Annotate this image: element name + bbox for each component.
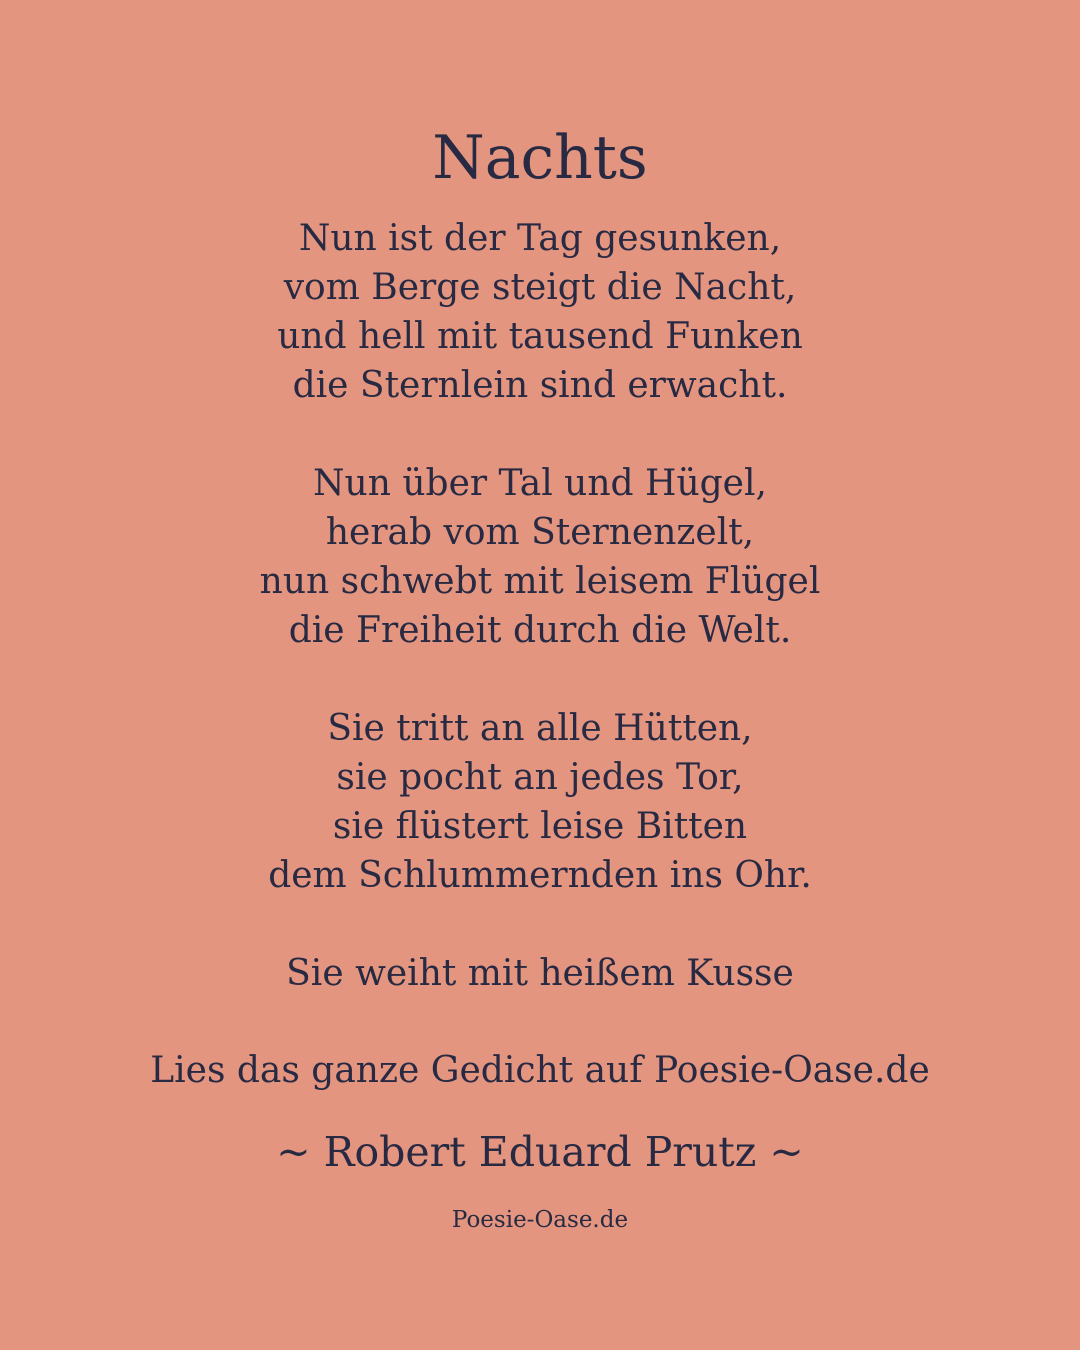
poem-title: Nachts	[432, 123, 648, 193]
stanza-3	[0, 704, 1080, 900]
poem-line: Sie weiht mit heißem Kusse	[286, 953, 794, 994]
poem-line: und hell mit tausend Funken	[277, 316, 803, 357]
poem-line: Nun über Tal und Hügel,	[313, 463, 767, 504]
stanza-4	[0, 949, 1080, 998]
site-watermark: Poesie-Oase.de	[451, 1207, 629, 1233]
stanza-2	[0, 459, 1080, 655]
poem-line: sie flüstert leise Bitten	[332, 806, 748, 847]
poem-line: Sie tritt an alle Hütten,	[327, 708, 753, 749]
poem-body	[0, 214, 1080, 1047]
poem-line: dem Schlummernden ins Ohr.	[268, 855, 812, 896]
author-name: ~ Robert Eduard Prutz ~	[276, 1128, 804, 1176]
read-full-poem-text: Lies das ganze Gedicht auf Poesie-Oase.de	[150, 1050, 930, 1091]
poem-line: herab vom Sternenzelt,	[325, 512, 755, 553]
poem-line: Nun ist der Tag gesunken,	[298, 218, 782, 259]
poem-line: die Freiheit durch die Welt.	[288, 610, 792, 651]
poem-line: nun schwebt mit leisem Flügel	[259, 561, 821, 602]
stanza-1	[0, 214, 1080, 410]
poem-line: sie pocht an jedes Tor,	[336, 757, 744, 798]
poem-line: die Sternlein sind erwacht.	[292, 365, 788, 406]
poem-line: vom Berge steigt die Nacht,	[283, 267, 797, 308]
